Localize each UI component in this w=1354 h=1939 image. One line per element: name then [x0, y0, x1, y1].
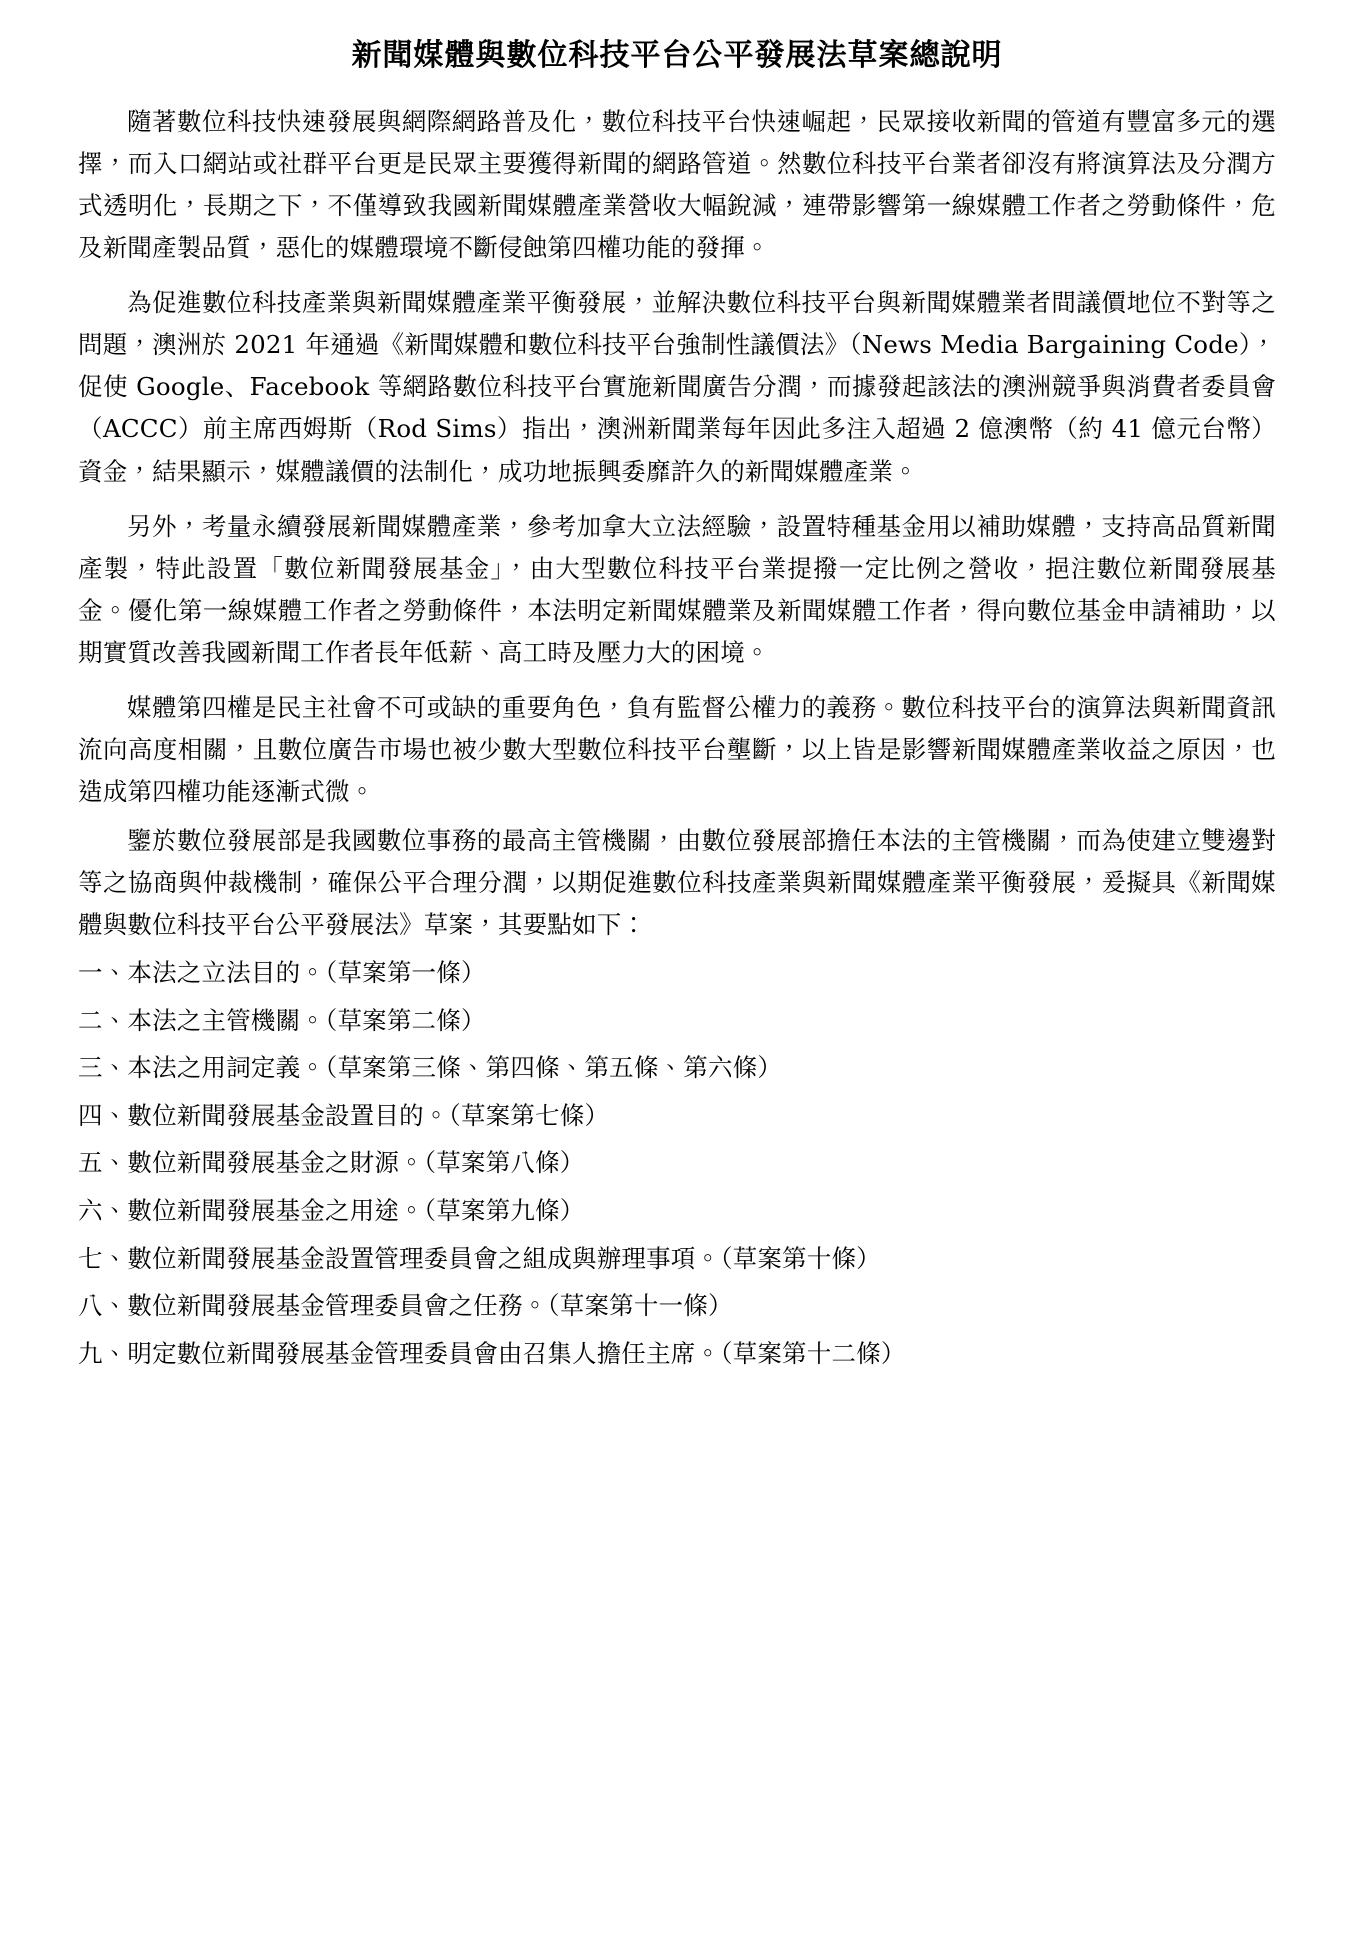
- outline-list: [78, 952, 1276, 1375]
- paragraph-4: 媒體第四權是民主社會不可或缺的重要角色，負有監督公權力的義務。數位科技平台的演算法與新聞資訊流向高度相關，且數位廣告市場也被少數大型數位科技平台壟斷，以上皆是影響新聞媒體產業收益之原因，也造成第四權功能逐漸式微。: [78, 693, 1276, 807]
- paragraph-3: 另外，考量永續發展新聞媒體產業，參考加拿大立法經驗，設置特種基金用以補助媒體，支持高品質新聞產製，特此設置「數位新聞發展基金」，由大型數位科技平台業提撥一定比例之營收，挹注數位新聞發展基金。優化第一線媒體工作者之勞動條件，本法明定新聞媒體業及新聞媒體工作者，得向數位基金申請補助，以期實質改善我國新聞工作者長年低薪、高工時及壓力大的困境。: [78, 511, 1276, 667]
- list-item: 八、數位新聞發展基金管理委員會之任務。（草案第十一條）: [78, 1291, 733, 1321]
- list-item: 六、數位新聞發展基金之用途。（草案第九條）: [78, 1196, 585, 1226]
- list-item: 七、數位新聞發展基金設置管理委員會之組成與辦理事項。（草案第十條）: [78, 1243, 881, 1273]
- page-title: 新聞媒體與數位科技平台公平發展法草案總說明: [351, 38, 1003, 73]
- list-item: 五、數位新聞發展基金之財源。（草案第八條）: [78, 1148, 585, 1178]
- list-item: 二、本法之主管機關。（草案第二條）: [78, 1005, 486, 1035]
- paragraph-5: 鑒於數位發展部是我國數位事務的最高主管機關，由數位發展部擔任本法的主管機關，而為使建立雙邊對等之協商與仲裁機制，確保公平合理分潤，以期促進數位科技產業與新聞媒體產業平衡發展，爰擬具《新聞媒體與數位科技平台公平發展法》草案，其要點如下：: [78, 825, 1276, 939]
- list-item: 三、本法之用詞定義。（草案第三條、第四條、第五條、第六條）: [78, 1053, 783, 1083]
- list-item: 九、明定數位新聞發展基金管理委員會由召集人擔任主席。（草案第十二條）: [78, 1339, 906, 1368]
- list-item: 一、本法之立法目的。（草案第一條）: [78, 957, 486, 987]
- paragraph-2: 為促進數位科技產業與新聞媒體產業平衡發展，並解決數位科技平台與新聞媒體業者間議價地位不對等之問題，澳洲於 2021 年通過《新聞媒體和數位科技平台強制性議價法》（News Media Bargaining Code），促使 Google、Facebook 等網路數位科技平台實施新聞廣告分潤，而據發起該法的澳洲競爭與消費者委員會（ACCC）前主席西姆斯（Rod Sims）指出，澳洲新聞業每年因此多注入超過 2 億澳幣（約 41 億元台幣）資金，結果顯示，媒體議價的法制化，成功地振興委靡許久的新聞媒體產業。: [78, 288, 1276, 486]
- paragraph-1: 隨著數位科技快速發展與網際網路普及化，數位科技平台快速崛起，民眾接收新聞的管道有豐富多元的選擇，而入口網站或社群平台更是民眾主要獲得新聞的網路管道。然數位科技平台業者卻沒有將演算法及分潤方式透明化，長期之下，不僅導致我國新聞媒體產業營收大幅銳減，連帶影響第一線媒體工作者之勞動條件，危及新聞產製品質，惡化的媒體環境不斷侵蝕第四權功能的發揮。: [78, 106, 1276, 262]
- list-item: 四、數位新聞發展基金設置目的。（草案第七條）: [78, 1100, 610, 1130]
